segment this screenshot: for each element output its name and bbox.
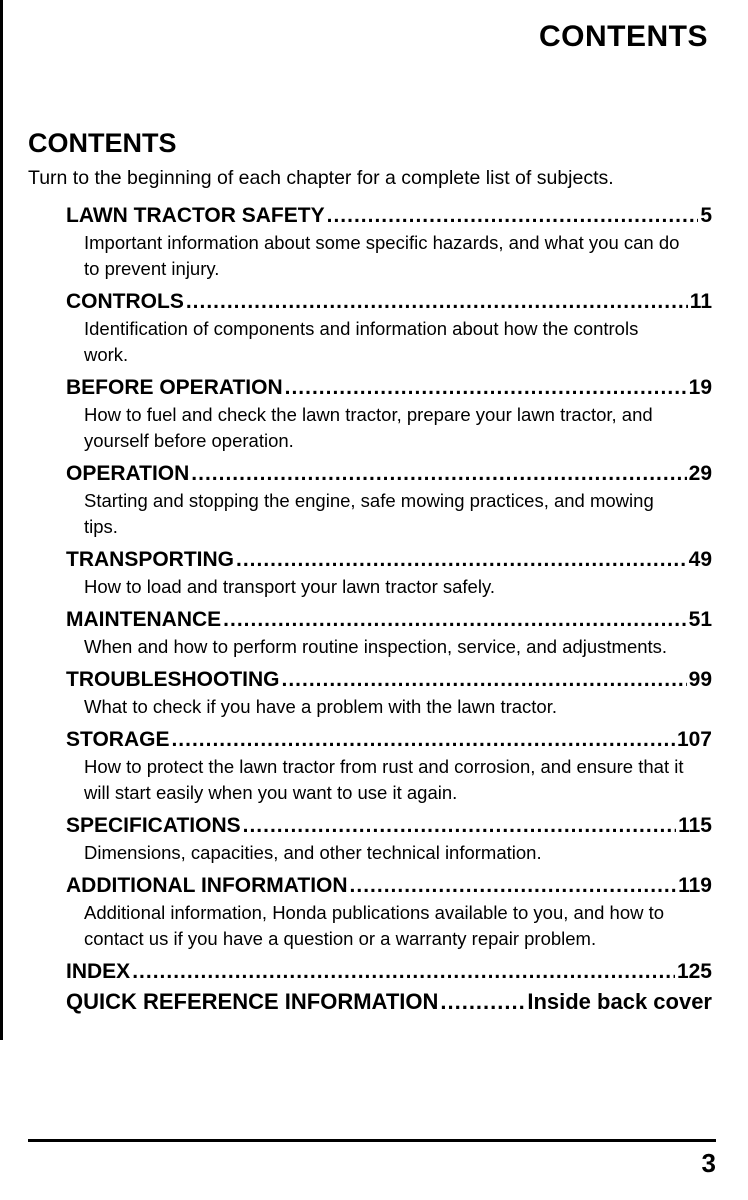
running-header: CONTENTS [539, 20, 708, 53]
toc-entry-description: How to fuel and check the lawn tractor, prepare your lawn tractor, and yourself before operation. [84, 404, 653, 451]
toc-entry-page[interactable]: 29 [688, 462, 712, 485]
toc-entry-page[interactable]: 115 [678, 814, 712, 837]
dot-leader [285, 374, 687, 402]
toc-entry-lawn-tractor-safety[interactable] [66, 202, 712, 282]
toc-entry-description: Additional information, Honda publications available to you, and how to contact us if you have a question or a warranty repair problem. [84, 902, 665, 949]
toc-entry-title[interactable]: TRANSPORTING [66, 548, 234, 571]
page-title: CONTENTS [28, 128, 177, 158]
toc-entry-description: How to protect the lawn tractor from rust and corrosion, and ensure that it will start easily when you want to use it again. [84, 756, 684, 803]
toc-entry-specifications[interactable] [66, 812, 712, 866]
dot-leader [186, 288, 688, 316]
toc-entry-index[interactable] [66, 958, 712, 986]
dot-leader [191, 460, 686, 488]
toc-entry-page[interactable]: 49 [688, 548, 712, 571]
dot-leader [132, 958, 675, 986]
toc-entry-page[interactable]: 51 [688, 608, 712, 631]
dot-leader [282, 666, 687, 694]
toc-entry-additional-information[interactable] [66, 872, 712, 952]
toc-entry-troubleshooting[interactable] [66, 666, 712, 720]
page-number: 3 [701, 1148, 716, 1178]
toc-entry-description: Dimensions, capacities, and other technical information. [84, 842, 542, 863]
toc-entry-description: How to load and transport your lawn tractor safely. [84, 576, 495, 597]
toc-entry-before-operation[interactable] [66, 374, 712, 454]
toc-entry-description: When and how to perform routine inspection, service, and adjustments. [84, 636, 668, 657]
toc-entry-title[interactable]: LAWN TRACTOR SAFETY [66, 204, 325, 227]
toc-entry-title[interactable]: ADDITIONAL INFORMATION [66, 874, 348, 897]
table-of-contents [66, 202, 712, 1018]
footer-rule [28, 1139, 716, 1142]
toc-entry-title[interactable]: TROUBLESHOOTING [66, 668, 280, 691]
dot-leader [223, 606, 686, 634]
toc-entry-title[interactable]: QUICK REFERENCE INFORMATION [66, 989, 439, 1014]
toc-entry-title[interactable]: INDEX [66, 960, 131, 983]
toc-entry-description: Starting and stopping the engine, safe mowing practices, and mowing tips. [84, 490, 654, 537]
toc-entry-title[interactable]: MAINTENANCE [66, 608, 222, 631]
toc-entry-page[interactable]: 99 [688, 668, 712, 691]
toc-entry-page[interactable]: Inside back cover [527, 989, 712, 1014]
toc-entry-description: Identification of components and information about how the controls work. [84, 318, 639, 365]
toc-entry-title[interactable]: CONTROLS [66, 290, 184, 313]
dot-leader [350, 872, 677, 900]
toc-entry-description: What to check if you have a problem with the lawn tractor. [84, 696, 558, 717]
toc-entry-operation[interactable] [66, 460, 712, 540]
intro-text: Turn to the beginning of each chapter for a complete list of subjects. [28, 167, 614, 189]
toc-entry-page[interactable]: 19 [688, 376, 712, 399]
toc-entry-page[interactable]: 5 [700, 204, 712, 227]
toc-entry-maintenance[interactable] [66, 606, 712, 660]
toc-entry-storage[interactable] [66, 726, 712, 806]
toc-entry-title[interactable]: SPECIFICATIONS [66, 814, 241, 837]
dot-leader [440, 986, 525, 1018]
toc-entry-transporting[interactable] [66, 546, 712, 600]
toc-entry-page[interactable]: 11 [689, 290, 712, 313]
left-margin-rule [0, 0, 3, 1040]
dot-leader [236, 546, 687, 574]
toc-entry-quick-reference[interactable] [66, 986, 712, 1018]
toc-entry-page[interactable]: 107 [676, 728, 712, 751]
toc-entry-page[interactable]: 119 [678, 874, 712, 897]
dot-leader [243, 812, 676, 840]
toc-entry-page[interactable]: 125 [676, 960, 712, 983]
dot-leader [171, 726, 674, 754]
toc-entry-title[interactable]: BEFORE OPERATION [66, 376, 283, 399]
toc-entry-title[interactable]: STORAGE [66, 728, 170, 751]
toc-entry-description: Important information about some specific hazards, and what you can do to prevent injury. [84, 232, 680, 279]
toc-entry-controls[interactable] [66, 288, 712, 368]
dot-leader [327, 202, 699, 230]
toc-entry-title[interactable]: OPERATION [66, 462, 190, 485]
